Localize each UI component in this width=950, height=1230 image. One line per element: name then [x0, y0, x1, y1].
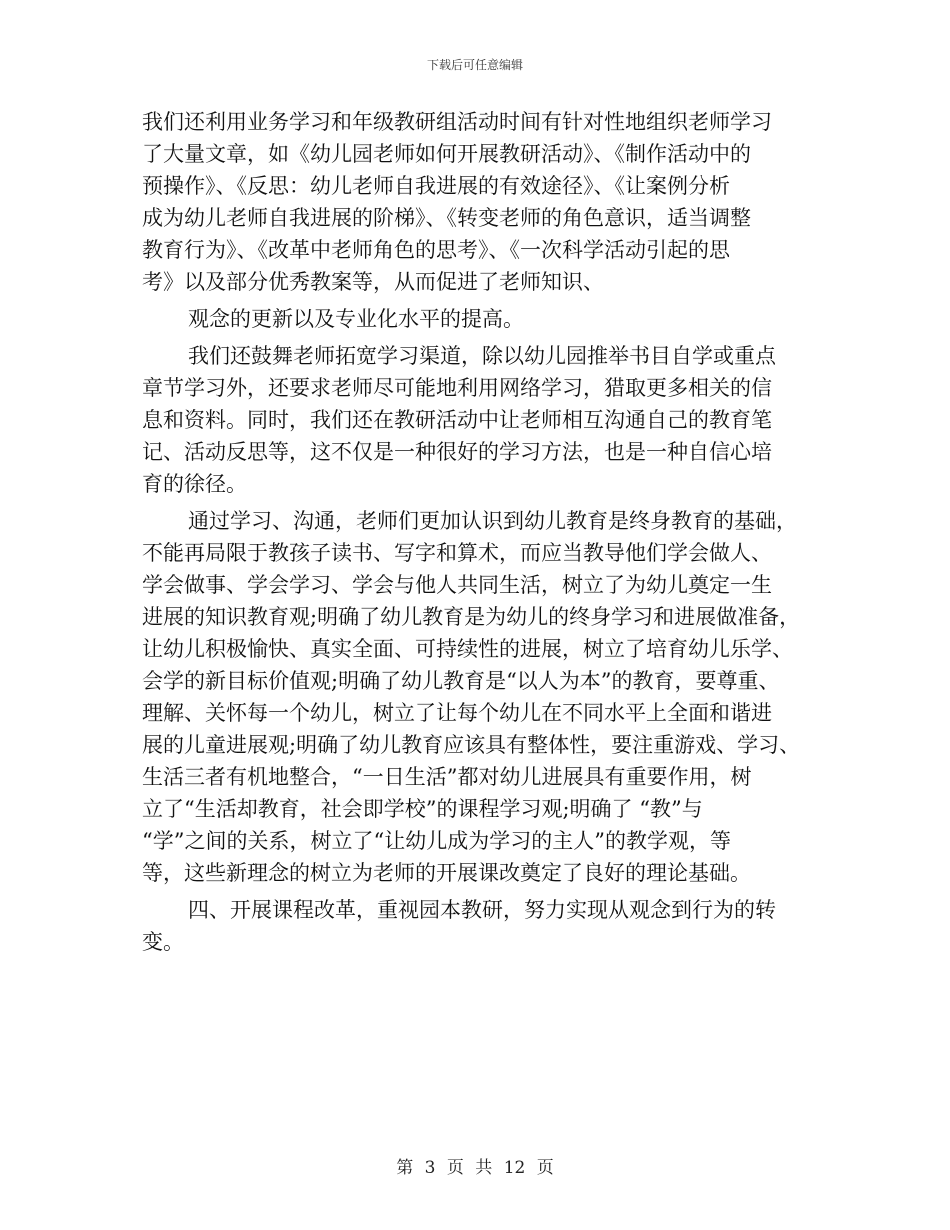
header-note: 下载后可任意编辑	[426, 58, 523, 72]
paragraph-start-line: 我们还鼓舞老师拓宽学习渠道，除以幼儿园推举书目自学或重点	[188, 344, 776, 368]
text-line: “学”之间的关系，树立了“让幼儿成为学习的主人”的教学观，等	[142, 829, 731, 853]
text-line: 立了“生活却教育，社会即学校”的课程学习观;明确了 “教”与	[142, 797, 703, 821]
text-line: 生活三者有机地整合，“一日生活”都对幼儿进展具有重要作用，树	[142, 765, 752, 789]
text-line: 让幼儿积极愉快、真实全面、可持续性的进展，树立了培育幼儿乐学、	[142, 637, 793, 661]
text-line: 展的儿童进展观;明确了幼儿教育应该具有整体性，要注重游戏、学习、	[142, 733, 801, 757]
text-line: 章节学习外，还要求老师尽可能地利用网络学习，猎取更多相关的信	[142, 376, 772, 400]
text-line: 变。	[142, 930, 184, 954]
text-line: 预操作》、《反思：幼儿老师自我进展的有效途径》、《让案例分析	[142, 174, 730, 198]
text-line: 不能再局限于教孩子读书、写字和算术，而应当教导他们学会做人、	[142, 541, 772, 565]
document-body	[142, 106, 822, 958]
text-line: 教育行为》、《改革中老师角色的思考》、《一次科学活动引起的思	[142, 238, 730, 262]
section-heading-line: 四、开展课程改革，重视园本教研，努力实现从观念到行为的转	[188, 898, 776, 922]
paragraph-start-line: 观念的更新以及专业化水平的提高。	[188, 307, 524, 331]
text-line: 我们还利用业务学习和年级教研组活动时间有针对性地组织老师学习	[142, 110, 772, 134]
text-line: 记、活动反思等，这不仅是一种很好的学习方法，也是一种自信心培	[142, 440, 772, 464]
paragraph-start-line: 通过学习、沟通，老师们更加认识到幼儿教育是终身教育的基础，	[188, 509, 797, 533]
text-line: 息和资料。同时，我们还在教研活动中让老师相互沟通自己的教育笔	[142, 408, 772, 432]
text-line: 等，这些新理念的树立为老师的开展课改奠定了良好的理论基础。	[142, 861, 751, 885]
text-line: 了大量文章，如《幼儿园老师如何开展教研活动》、《制作活动中的	[142, 142, 751, 166]
page-number: 第 3 页 共 12 页	[396, 1158, 554, 1178]
text-line: 理解、关怀每一个幼儿，树立了让每个幼儿在不同水平上全面和谐进	[142, 701, 772, 725]
text-line: 考》以及部分优秀教案等，从而促进了老师知识、	[142, 270, 604, 294]
text-line: 会学的新目标价值观;明确了幼儿教育是“以人为本”的教育，要尊重、	[142, 669, 780, 693]
text-line: 育的徐径。	[142, 472, 247, 496]
text-line: 成为幼儿老师自我进展的阶梯》、《转变老师的角色意识，适当调整	[142, 206, 751, 230]
text-line: 进展的知识教育观;明确了幼儿教育是为幼儿的终身学习和进展做准备，	[142, 605, 801, 629]
text-line: 学会做事、学会学习、学会与他人共同生活，树立了为幼儿奠定一生	[142, 573, 772, 597]
